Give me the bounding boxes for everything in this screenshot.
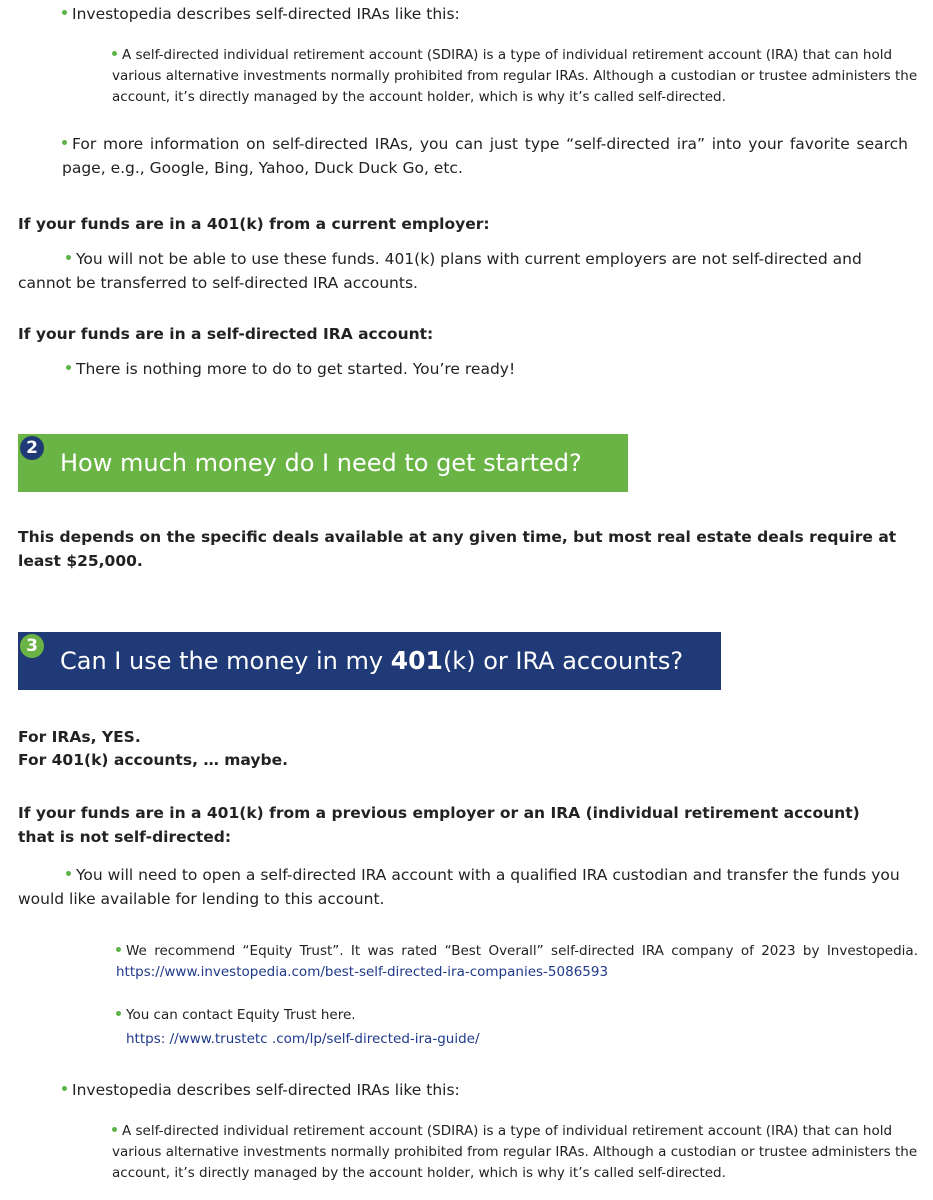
bullet-text: Investopedia describes self-directed IRAs like this: (72, 5, 460, 23)
bullet-text: Investopedia describes self-directed IRAs like this: (72, 1081, 460, 1099)
bullet-marker (66, 250, 76, 268)
bullet-investopedia-describes (62, 2, 460, 26)
recommend-text: We recommend “Equity Trust”. It was rated “Best Overall” self-directed IRA company of 2023 by Investopedia. (126, 943, 918, 959)
section-3-title-start: Can I use the money in my (60, 647, 384, 675)
heading-current-employer: If your funds are in a 401(k) from a current employer: (18, 215, 490, 233)
investopedia-quote (112, 45, 924, 108)
bullet-text: You will not be able to use these funds. 401(k) plans with current employers are not self-directed and cannot be transferred to self-directed IRA accounts. (18, 250, 862, 292)
current-employer-bullet (18, 247, 908, 295)
bullet-investopedia-describes-2 (62, 1078, 460, 1102)
contact-equity-trust (116, 1005, 918, 1026)
recommend-equity-trust (116, 941, 918, 983)
heading-self-directed: If your funds are in a self-directed IRA account: (18, 325, 434, 343)
answer-ira: For IRAs, YES. (18, 728, 141, 746)
bullet-marker (66, 866, 76, 884)
section-2-banner (18, 434, 628, 492)
trustetc-link[interactable]: https: //www.trustetc .com/lp/self-directed-ira-guide/ (126, 1031, 480, 1047)
bullet-text: You will need to open a self-directed IRA account with a qualified IRA custodian and transfer the funds you would like available for lending to this account. (18, 866, 900, 908)
heading-previous-employer: If your funds are in a 401(k) from a previous employer or an IRA (individual retirement account) that is not self-directed: (18, 804, 860, 846)
quote-text: A self-directed individual retirement account (SDIRA) is a type of individual retirement account (IRA) that can hold various alternative investments normally prohibited from regular IRAs. Although a custodian or trustee administers the account, it’s directly managed by the account holder, which is why it’s called self-directed. (112, 1123, 918, 1181)
answer-401k: For 401(k) accounts, … maybe. (18, 751, 288, 769)
previous-employer-bullet (18, 863, 908, 911)
bullet-marker (66, 360, 76, 378)
investopedia-quote-2 (112, 1121, 924, 1184)
investopedia-link[interactable]: https://www.investopedia.com/best-self-directed-ira-companies-5086593 (116, 964, 609, 980)
section-2-answer: This depends on the specific deals available at any given time, but most real estate deals require at least $25,000. (18, 528, 897, 570)
bullet-text: There is nothing more to do to get started. You’re ready! (76, 360, 516, 378)
contact-text: You can contact Equity Trust here. (126, 1007, 356, 1023)
bullet-text: For more information on self-directed IRAs, you can just type “self-directed ira” into your favorite search page, e.g., Google, Bing, Yahoo, Duck Duck Go, etc. (62, 135, 908, 177)
section-3-title-end: (k) or IRA accounts? (442, 647, 684, 675)
section-3-number-badge: 3 (20, 634, 44, 658)
bullet-more-info (62, 132, 908, 180)
section-2-number-badge: 2 (20, 436, 44, 460)
section-2-title: How much money do I need to get started? (60, 449, 582, 477)
section-3-banner (18, 632, 721, 690)
section-3-title-401: 401 (390, 646, 443, 675)
quote-text: A self-directed individual retirement account (SDIRA) is a type of individual retirement account (IRA) that can hold various alternative investments normally prohibited from regular IRAs. Although a custodian or trustee administers the account, it’s directly managed by the account holder, which is why it’s called self-directed. (112, 47, 918, 105)
self-directed-bullet (66, 357, 515, 381)
